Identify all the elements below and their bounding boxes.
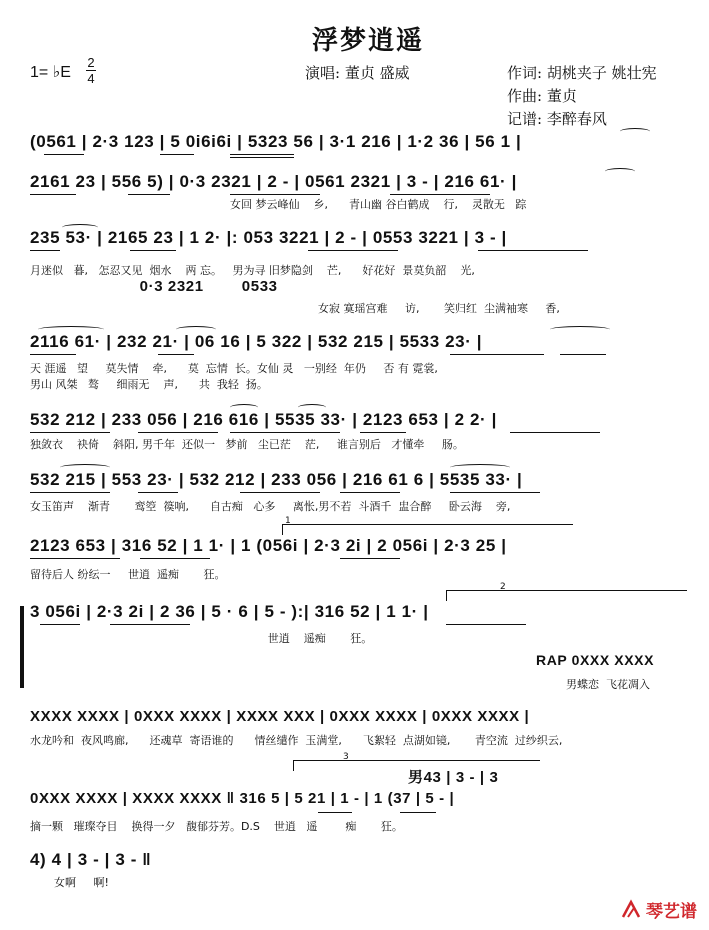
page-title: 浮梦逍遥 [312,26,425,56]
site-logo [620,897,697,922]
beam [30,558,120,559]
repeat-bar-left [20,606,24,688]
lyrics-row-2: 女回 梦云峰仙 乡, 青山幽 谷白鹤成 行, 灵散无 踪 [230,198,527,211]
lyrics-row-4a: 天 涯遥 望 莫失情 牵, 莫 忘情 长。女仙 灵 一别经 年仍 否 有 霓裳, [30,362,438,375]
tie [62,224,98,231]
staff-row-9 [30,708,680,756]
beam [510,432,600,433]
tie [620,128,650,135]
singer-credit: 演唱: 董贞 盛威 [305,64,410,82]
beam [390,194,490,195]
beam [30,250,60,251]
beam [360,432,406,433]
lyrics-row-9: 水龙吟和 夜风鸣廊, 还魂草 寄语谁的 情丝缱作 玉满堂, 飞絮轻 点湖如镜, 青空流 过纱织云, [30,734,563,747]
beam [138,432,218,433]
notes-row-9: XXXX XXXX | 0XXX XXXX | XXXX XXX | 0XXX XXXX | 0XXX XXXX | [30,708,530,725]
beam [160,154,194,155]
lyrics-row-rap: 男蝶恋 飞花凋入 [566,678,650,691]
tie [230,404,258,411]
tie [605,168,635,175]
beam [140,558,210,559]
volta-1-bracket [282,524,573,535]
lyrics-row-7: 留待后人 纷纭一 世逍 遥痴 狂。 [30,568,226,581]
beam [230,157,294,158]
beam [308,250,398,251]
transcriber-credit: 记谱: 李醉春风 [507,110,607,128]
tie [60,464,110,471]
composer-credit: 作曲: 董贞 [507,87,577,105]
beam [340,492,400,493]
staff-row-11 [30,850,330,898]
staff-row-7 [30,516,680,584]
logo-mark-icon [620,899,642,921]
notes-row-3: 235 53· | 2165 23 | 1 2· |: 053 3221 | 2 - | 0553 3221 | 3 - | [30,228,507,247]
volta-2-number: 2 [500,582,506,592]
volta-2-bracket [446,590,687,601]
beam [230,194,320,195]
tie [176,326,216,333]
volta-1-number: 1 [285,516,291,526]
notes-row-6: 532 215 | 553 23· | 532 212 | 233 056 | 216 61 6 | 5535 33· | [30,470,523,489]
beam [30,492,110,493]
tie [450,464,510,471]
notes-row-8: 3 056i | 2·3 2i | 2 36 | 5 · 6 | 5 - ):| 316 52 | 1 1· | [30,602,429,621]
lyrics-row-4b: 男山 风桀 骜 细雨无 声, 共 我轻 扬。 [30,378,268,391]
beam [400,812,436,813]
staff-row-2 [30,172,680,220]
staff-row-3 [30,228,680,276]
lyrics-row-11: 女啊 啊! [54,876,109,889]
beam [478,250,588,251]
time-signature-bottom: 4 [87,71,95,86]
staff-row-6 [30,470,680,518]
beam [318,812,352,813]
notes-row-rap: RAP 0XXX XXXX [536,652,655,668]
beam [446,624,526,625]
staff-row-rap [536,652,676,700]
beam [340,558,400,559]
lyrics-row-5: 独敛衣 袂倚 斜阳, 男千年 还似一 梦前 尘已茫 茫, 谁言别后 才懂牵 肠。 [30,438,464,451]
beam [240,492,320,493]
beam [40,624,80,625]
lyrics-row-8: 世逍 遥痴 狂。 [30,632,373,645]
lyrics-row-6: 女玉笛声 渐青 鸾箜 篌响, 自古痴 心多 离怅,男不若 斗酒千 盅合醉 卧云海 旁, [30,500,511,513]
beam [30,432,110,433]
beam [230,432,340,433]
beam [450,354,544,355]
beam [30,194,76,195]
beam [128,194,170,195]
beam [158,354,194,355]
notes-row-1: (0561 | 2·3 123 | 5 0i6i6i | 5323 56 | 3·1 216 | 1·2 36 | 56 1 | [30,132,522,151]
key-signature: 1= ♭E [30,64,71,81]
lyricist-credit: 作词: 胡桃夹子 姚壮宪 [507,64,657,82]
notes-row-4: 2116 61· | 232 21· | 06 16 | 5 322 | 532 215 | 5533 23· | [30,332,483,351]
notes-row-5: 532 212 | 233 056 | 216 616 | 5535 33· | 2123 653 | 2 2· | [30,410,497,429]
tie [38,326,104,333]
volta-3-number: 3 [343,752,349,762]
beam [230,154,294,155]
notes-row-2: 2161 23 | 556 5) | 0·3 2321 | 2 - | 0561 2321 | 3 - | 216 61· | [30,172,517,191]
lyrics-row-10: 摘一颗 璀璨夺目 换得一夕 馥郁芬芳。D.S 世逍 遥 痴 狂。 [30,820,403,833]
logo-text: 琴艺谱 [646,902,697,922]
notes-row-3b: 0·3 2321 0533 [30,278,278,295]
beam [560,354,606,355]
staff-row-4 [30,332,680,391]
beam [130,250,176,251]
tie [550,326,610,333]
beam [450,492,540,493]
lyrics-row-3b: 女寂 寞瑶宫难 访, 笑归红 尘满袖寒 香, [318,302,560,315]
notes-row-11: 4) 4 | 3 - | 3 - ‖ [30,850,152,869]
staff-row-8 [30,582,680,650]
staff-row-10 [30,790,680,838]
beam [138,492,178,493]
tie [298,404,326,411]
time-signature-top: 2 [87,55,95,70]
staff-row-3b [30,278,680,326]
beam [110,624,190,625]
lyrics-row-3: 月迷似 暮, 怎忍又见 烟水 两 忘。 男为寻 旧梦隐剑 芒, 好花好 景莫负韶 光, [30,264,475,277]
beam [44,154,84,155]
pickup-notes: 男43 | 3 - | 3 [408,769,499,786]
notes-row-10: 0XXX XXXX | XXXX XXXX ‖ 316 5 | 5 21 | 1 - | 1 (37 | 5 - | [30,790,455,807]
staff-row-5 [30,410,680,458]
beam [30,354,76,355]
notes-row-7: 2123 653 | 316 52 | 1 1· | 1 (056i | 2·3 2i | 2 056i | 2·3 25 | [30,536,507,555]
